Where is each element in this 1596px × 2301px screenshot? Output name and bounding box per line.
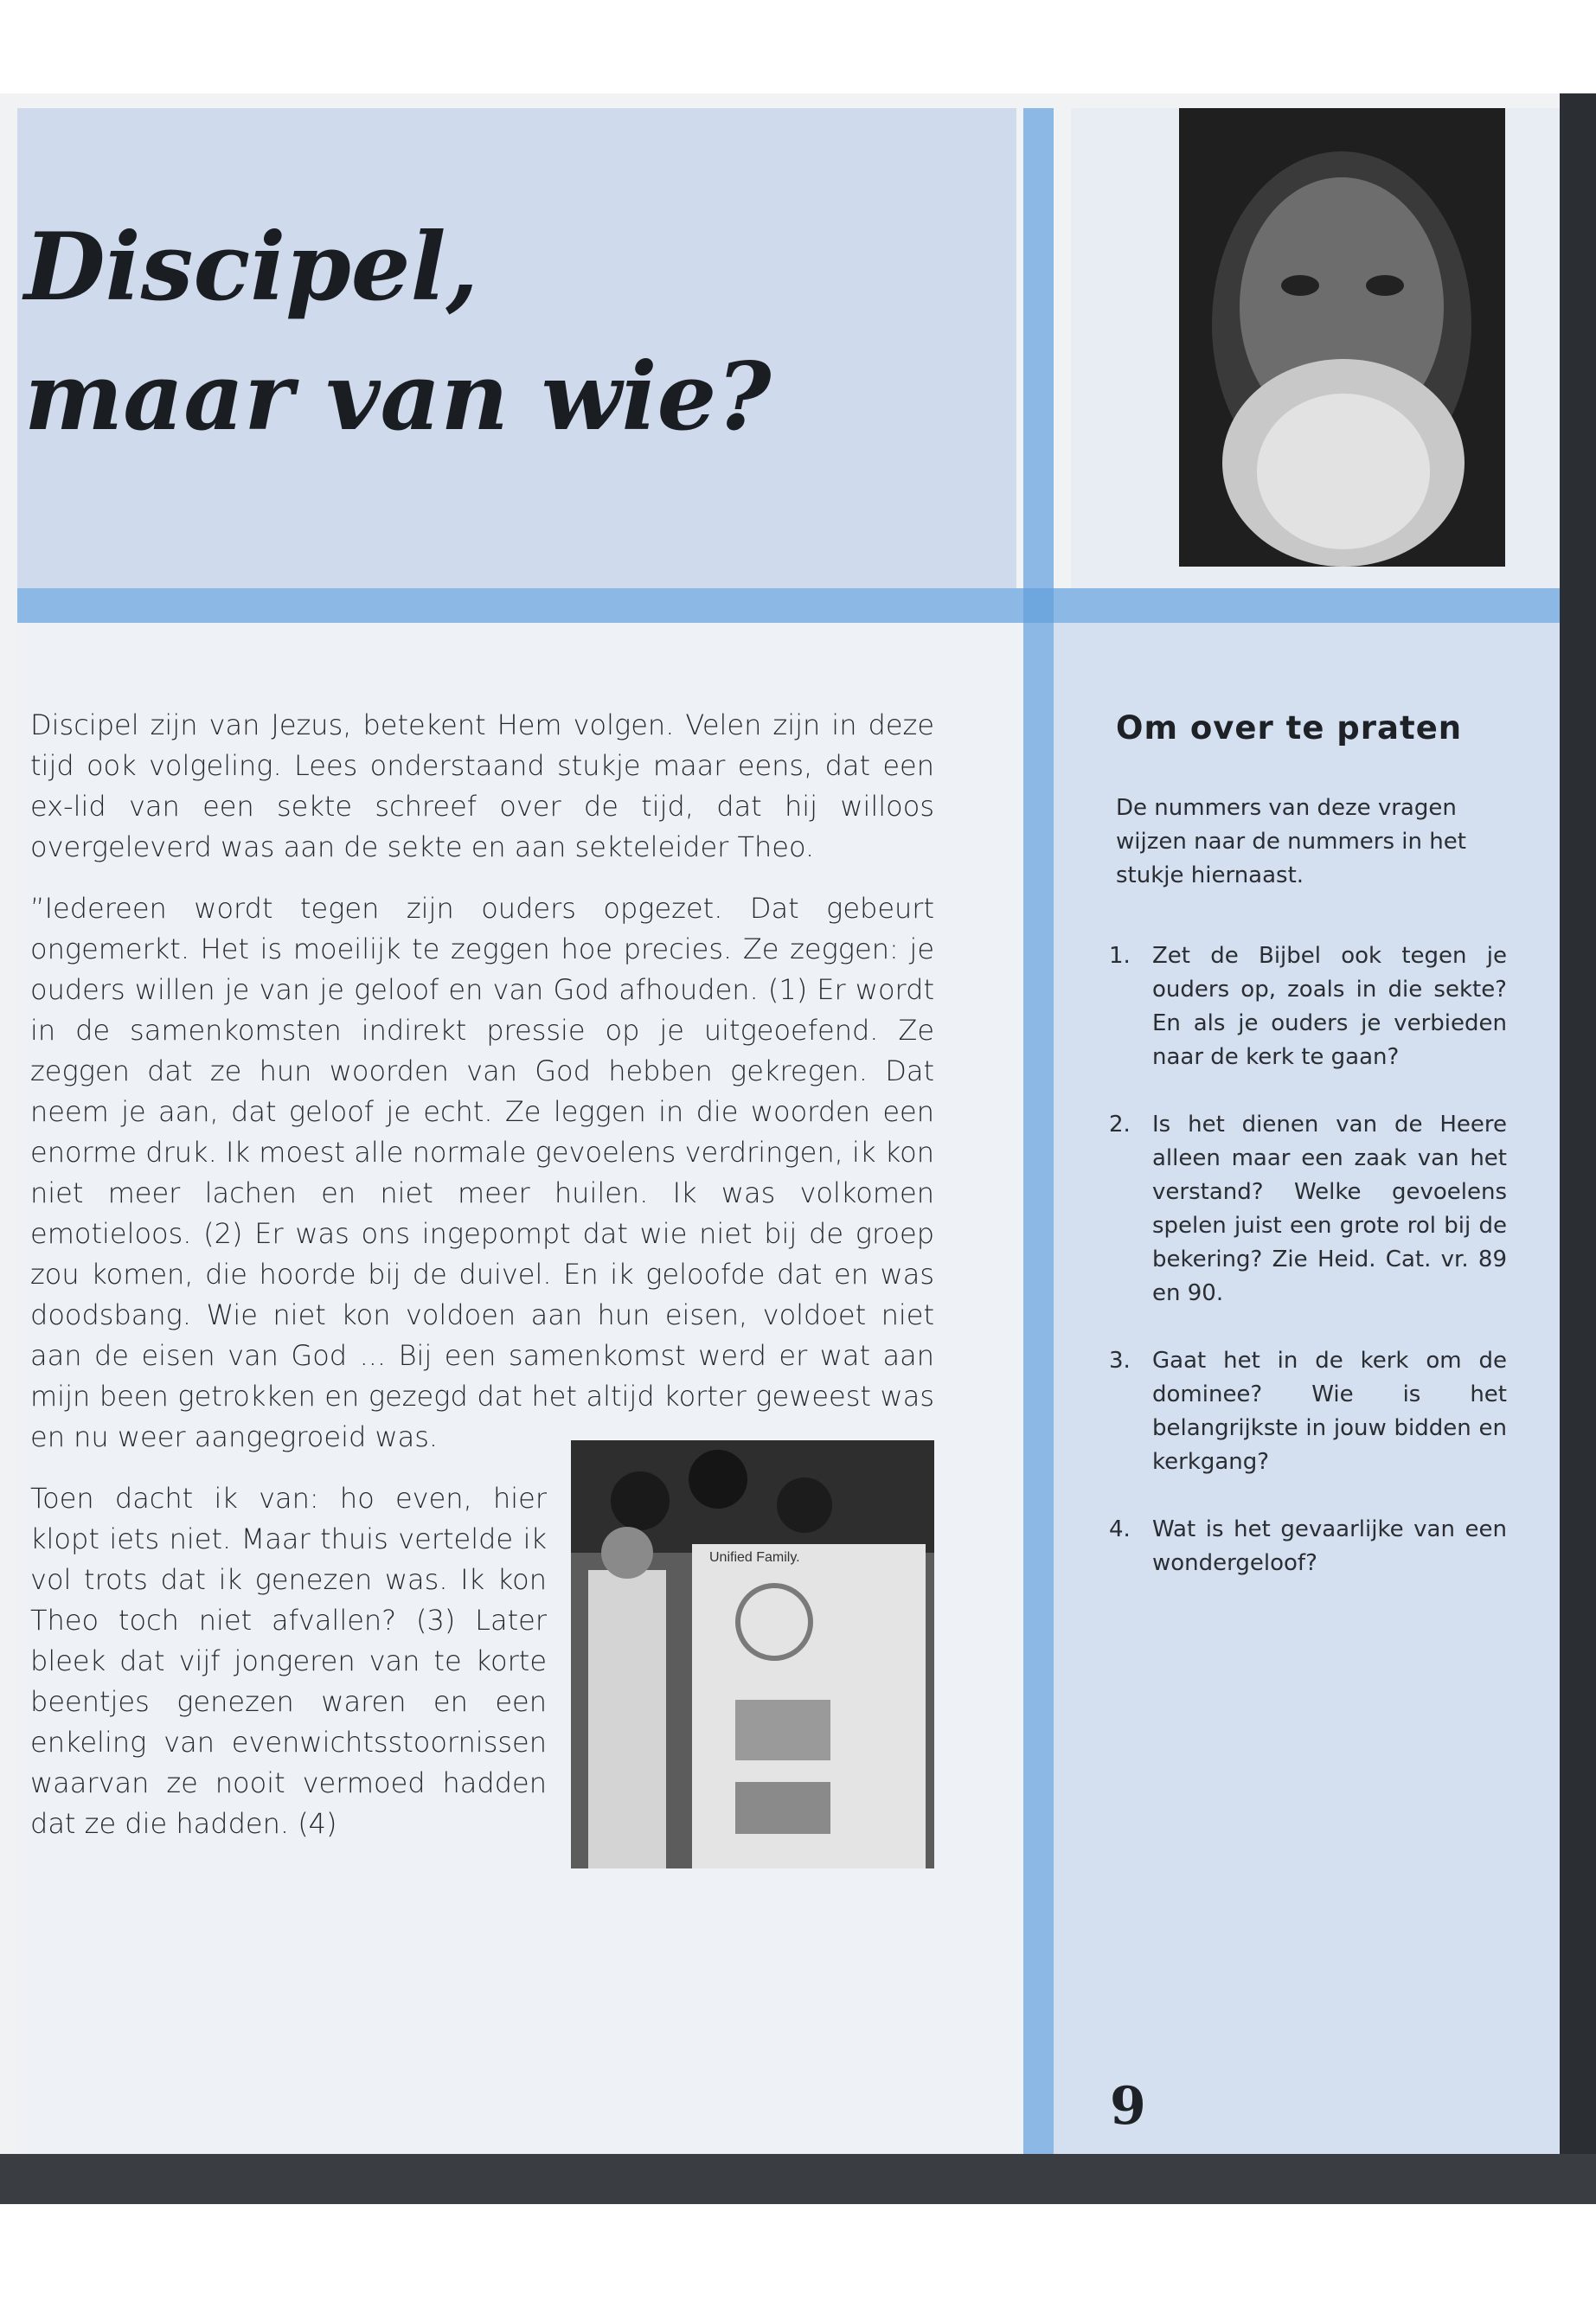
group-photo-illustration bbox=[571, 1440, 934, 1868]
question-item bbox=[1109, 1513, 1507, 1580]
question-text: Wat is het gevaarlijke van een wondergeloof? bbox=[1152, 1516, 1507, 1576]
page-title-line-2: maar van wie? bbox=[24, 343, 772, 452]
question-item bbox=[1109, 939, 1507, 1074]
question-list bbox=[1109, 939, 1507, 1614]
photo-banner-text: Unified Family. bbox=[709, 1550, 800, 1565]
unified-family-photo bbox=[571, 1440, 934, 1868]
divider-crossing bbox=[1023, 588, 1054, 623]
article-paragraph-quote: ”Iedereen wordt tegen zijn ouders opgezet. Dat gebeurt ongemerkt. Het is moeilijk te zeggen hoe precies. Ze zeggen: je ouders willen je van je geloof en van God afhouden. (1) Er wordt in de samenkomsten indirekt pressie op je uitgeoefend. Ze zeggen dat ze hun woorden van God hebben gekregen. Dat neem je aan, dat geloof je echt. Ze leggen in die woorden een enorme druk. Ik moest alle normale gevoelens verdringen, ik kon niet meer lachen en niet meer huilen. Ik was volkomen emotieloos. (2) Er was ons ingepompt dat wie niet bij de groep zou komen, die hoorde bij de duivel. En ik geloofde dat en was doodsbang. Wie niet kon voldoen aan hun eisen, voldoet niet aan de eisen van God ... Bij een samenkomst werd er wat aan mijn been getrokken en gezegd dat het altijd korter geweest was en nu weer aangegroeid was. bbox=[30, 892, 934, 1453]
article-paragraph-end-text: Toen dacht ik van: ho even, hier klopt iets niet. Maar thuis vertelde ik vol trots dat ik genezen was. Ik kon Theo toch niet afvallen? (3) Later bleek dat vijf jongeren van te korte beentjes genezen waren en een enkeling van evenwichtsstoornissen waarvan ze nooit vermoed hadden dat ze die hadden. (4) bbox=[30, 1482, 547, 1840]
article-paragraph-intro: Discipel zijn van Jezus, betekent Hem volgen. Velen zijn in deze tijd ook volgeling. Lees onderstaand stukje maar eens, dat een ex-lid van een sekte schreef over de tijd, dat hij willoos overgeleverd was aan de sekte en aan sekteleider Theo. bbox=[30, 708, 934, 863]
article-body bbox=[30, 705, 934, 1877]
scan-edge-bottom bbox=[0, 2154, 1596, 2204]
question-text: Is het dienen van de Heere alleen maar een zaak van het verstand? Welke gevoelens spelen juist een grote rol bij de bekering? Zie Heid. Cat. vr. 89 en 90. bbox=[1152, 1112, 1507, 1306]
question-item bbox=[1109, 1108, 1507, 1311]
question-number: 1. bbox=[1109, 943, 1131, 969]
vertical-divider-bar bbox=[1023, 108, 1054, 2154]
question-number: 2. bbox=[1109, 1112, 1131, 1138]
horizontal-divider-bar bbox=[17, 588, 1560, 623]
question-item bbox=[1109, 1344, 1507, 1479]
portrait-photo bbox=[1179, 108, 1505, 567]
page-number: 9 bbox=[1110, 2076, 1146, 2137]
page-title-line-1: Discipel, bbox=[24, 213, 479, 322]
article-paragraph-end bbox=[30, 1478, 934, 1844]
sidebar-intro: De nummers van deze vragen wijzen naar de nummers in het stukje hiernaast. bbox=[1116, 795, 1466, 888]
question-number: 4. bbox=[1109, 1516, 1131, 1542]
portrait-illustration bbox=[1179, 108, 1505, 567]
question-text: Zet de Bijbel ook tegen je ouders op, zoals in die sekte? En als je ouders je verbieden naar de kerk te gaan? bbox=[1152, 943, 1507, 1070]
question-number: 3. bbox=[1109, 1348, 1131, 1374]
sidebar-title: Om over te praten bbox=[1116, 709, 1463, 747]
scan-edge-right bbox=[1560, 93, 1596, 2204]
question-text: Gaat het in de kerk om de dominee? Wie is het belangrijkste in jouw bidden en kerkgang? bbox=[1152, 1348, 1507, 1475]
